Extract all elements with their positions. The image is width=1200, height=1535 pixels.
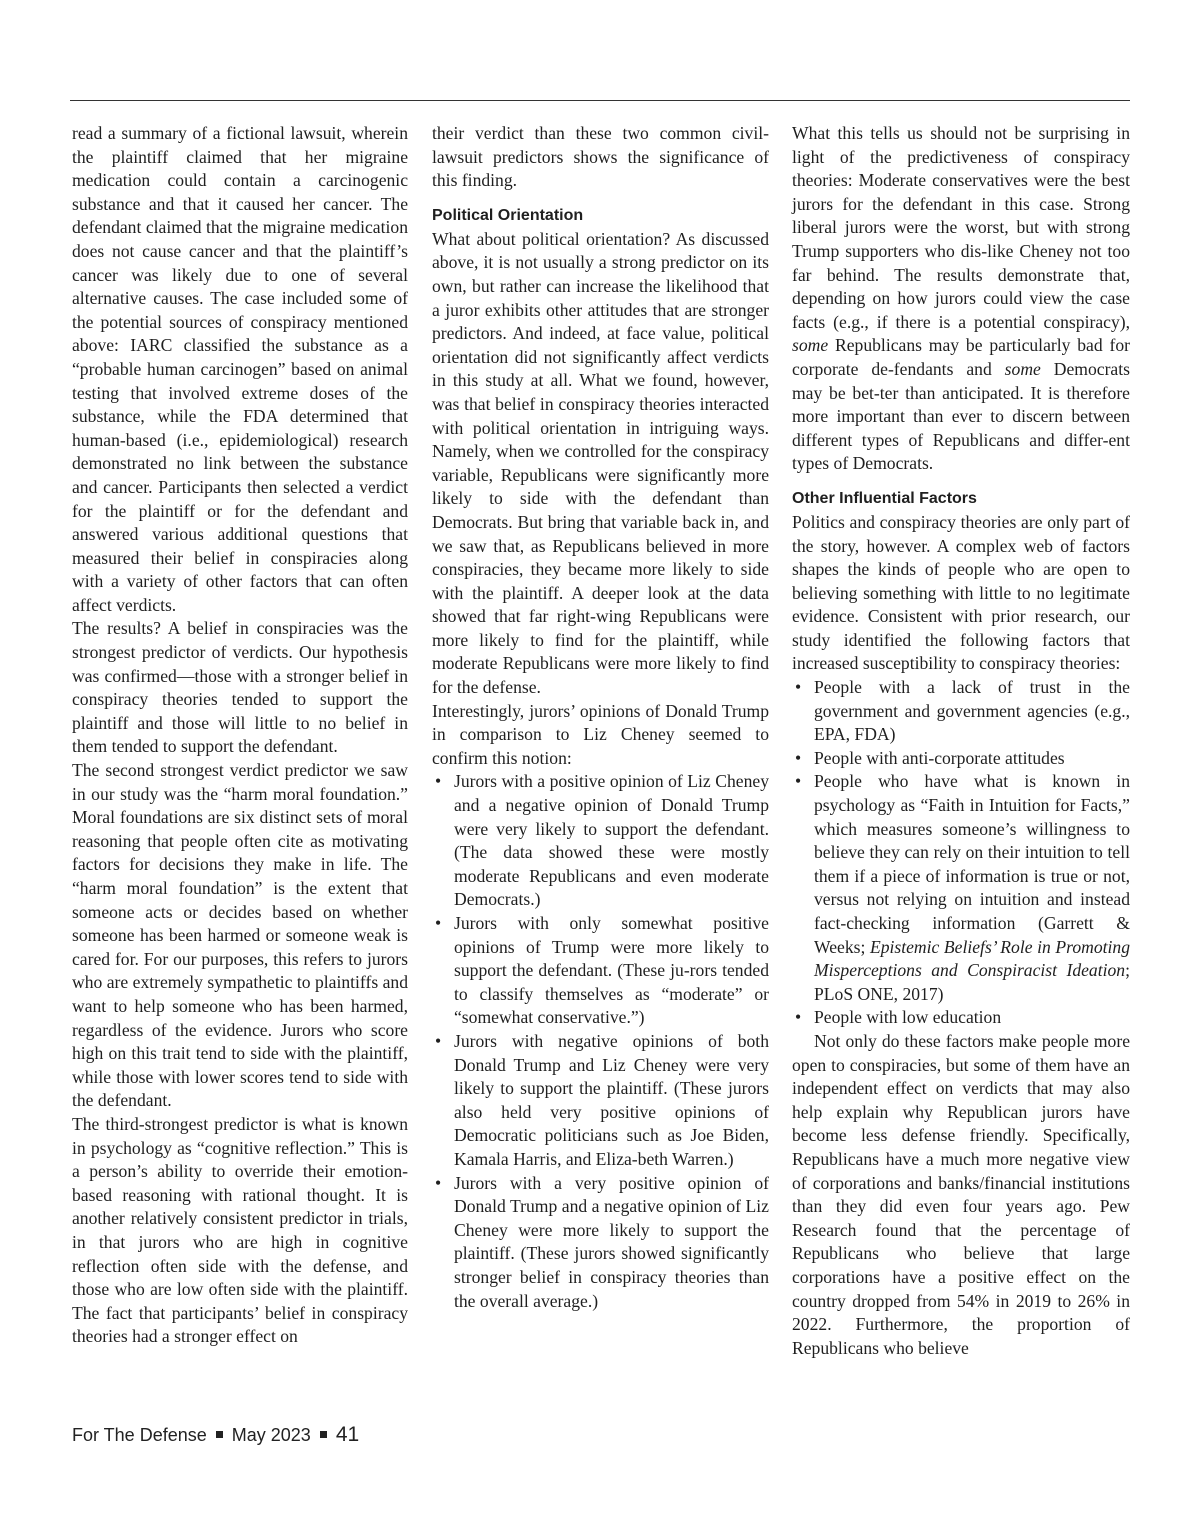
paragraph: read a summary of a fictional lawsuit, wherein the plaintiff claimed that her migraine medication could contain a carcinogenic substance and that it caused her cancer. The defendant claimed that the migraine medication does not cause cancer and that the plaintiff’s cancer was likely due to one of several alternative causes. The case included some of the potential sources of conspiracy mentioned above: IARC classified the substance as a “probable human carcinogen” based on animal testing that involved extreme doses of the substance, while the FDA determined that human-based (i.e., epidemiological) research demonstrated no link between the substance and cancer. Participants then selected a verdict for the plaintiff or for the defendant and answered various additional questions that measured their belief in conspiracies along with a variety of other factors that can often affect verdicts.	[72, 123, 408, 615]
citation-title: Epistemic Beliefs’ Role in Promoting Misperceptions and Conspiracist Ideation	[814, 936, 1130, 981]
juror-opinion-list	[432, 770, 769, 1313]
paragraph: The third-strongest predictor is what is known in psychology as “cognitive reflection.” This is a person’s ability to override their emotion-based reasoning with rational thought. It is another relatively consistent predictor in trials, in that jurors who are high in cognitive reflection often side with the defense, and those who are low often side with the plaintiff. The fact that participants’ belief in conspiracy theories had a stronger effect on	[72, 1113, 408, 1347]
page-footer	[72, 1423, 359, 1447]
paragraph	[792, 122, 1130, 476]
column-2	[432, 122, 769, 1313]
list-item: • People with anti-corporate attitudes	[792, 747, 1130, 771]
emphasis: some	[792, 335, 829, 356]
paragraph: their verdict than these two common civil-lawsuit predictors shows the significance of this finding.	[432, 123, 769, 191]
top-rule	[70, 100, 1130, 101]
list-item: • Jurors with a very positive opinion of Donald Trump and a negative opinion of Liz Cheney were more likely to support the plaintiff. (These jurors showed significantly stronger belief in conspiracy theories than the overall average.)	[432, 1172, 769, 1314]
paragraph: Politics and conspiracy theories are only part of the story, however. A complex web of factors shapes the kinds of people who are open to believing something with little to no legitimate evidence. Consistent with prior research, our study identified the following factors that increased susceptibility to conspiracy theories:	[792, 511, 1130, 674]
separator-square	[216, 1431, 223, 1438]
emphasis: some	[1004, 358, 1041, 379]
separator-square	[320, 1431, 327, 1438]
text-span: What this tells us should not be surprising in light of the predictiveness of conspiracy theories: Moderate conservatives were the best jurors for the defendant in this case. Strong liberal jurors were the worst, but with strong Trump supporters who dis-like Cheney not too far behind. The results demonstrate that, depending on how jurors could view the case facts (e.g., if there is a potential conspiracy),	[792, 123, 1130, 332]
publication-name: For The Defense	[72, 1425, 207, 1445]
paragraph: The second strongest verdict predictor we saw in our study was the “harm moral foundation.” Moral foundations are six distinct sets of moral reasoning that people often cite as motivating factors for decisions they make in life. The “harm moral foundation” is the extent that someone acts or decides based on whether someone has been harmed or someone weak is cared for. For our purposes, this refers to jurors who are extremely sympathetic to plaintiffs and want to help someone who has been harmed, regardless of the evidence. Jurors who score high on this trait tend to side with the plaintiff, while those with lower scores tend to side with the defendant.	[72, 760, 408, 1111]
text-span: People who have what is known in psychology as “Faith in Intuition for Facts,” which measures someone’s willingness to believe they can rely on their intuition to tell them if a piece of information is true or not, versus not relying on intuition and instead fact-checking information (Garrett & Weeks;	[814, 771, 1130, 957]
list-item: • People with low education	[792, 1006, 1130, 1030]
text-span: Republicans may be particularly bad for corporate de-fendants and	[792, 335, 1130, 379]
text-span: ; PLoS ONE, 2017)	[814, 960, 1130, 1004]
section-heading-political-orientation: Political Orientation	[432, 206, 584, 224]
paragraph: What about political orientation? As discussed above, it is not usually a strong predictor on its own, but rather can increase the likelihood that a juror exhibits other attitudes that are stronger predictors. And indeed, at face value, political orientation did not significantly affect verdicts in this study at all. What we found, however, was that belief in conspiracy theories interacted with political orientation in intriguing ways. Namely, when we controlled for the conspiracy variable, Republicans were significantly more likely to side with the defendant than Democrats. But bring that variable back in, and we saw that, as Republicans believed in more conspiracies, they became more likely to side with the plaintiff. A deeper look at the data showed that far right-wing Republicans were more likely to find for the plaintiff, while moderate Republicans were more likely to find for the defense.	[432, 228, 769, 698]
issue-date: May 2023	[231, 1425, 311, 1445]
column-3	[792, 122, 1130, 1360]
section-heading-other-influential-factors: Other Influential Factors	[792, 489, 977, 507]
factors-list	[792, 676, 1130, 1030]
list-item: • Jurors with only somewhat positive opinions of Trump were more likely to support the defendant. (These ju-rors tended to classify themselves as “moderate” or “somewhat conservative.”)	[432, 912, 769, 1030]
list-item	[792, 770, 1130, 1006]
list-item: • Jurors with negative opinions of both Donald Trump and Liz Cheney were very likely to support the plaintiff. (These jurors also held very positive opinions of Democratic politicians such as Joe Biden, Kamala Harris, and Eliza-beth Warren.)	[432, 1030, 769, 1172]
column-1	[72, 122, 408, 1349]
list-item: • People with a lack of trust in the government and government agencies (e.g., EPA, FDA)	[792, 676, 1130, 747]
paragraph: Not only do these factors make people more open to conspiracies, but some of them have an independent effect on verdicts that may also help explain why Republican jurors have become less defense friendly. Specifically, Republicans have a much more negative view of corporations and banks/financial institutions than they did even four years ago. Pew Research found that the percentage of Republicans who believe that large corporations have a positive effect on the country dropped from 54% in 2019 to 26% in 2022. Furthermore, the proportion of Republicans who believe	[792, 1030, 1130, 1358]
paragraph: The results? A belief in conspiracies was the strongest predictor of verdicts. Our hypothesis was confirmed—those with a stronger belief in conspiracy theories tended to support the plaintiff and those will little to no belief in them tended to support the defendant.	[72, 618, 408, 757]
text-span: Democrats may be bet-ter than anticipated. It is therefore more important than ever to discern between different types of Republicans and differ-ent types of Democrats.	[792, 358, 1130, 474]
page-number: 41	[335, 1423, 360, 1446]
paragraph: Interestingly, jurors’ opinions of Donald Trump in comparison to Liz Cheney seemed to confirm this notion:	[432, 700, 769, 768]
list-item: • Jurors with a positive opinion of Liz Cheney and a negative opinion of Donald Trump were very likely to support the defendant. (The data showed these were mostly moderate Republicans and even moderate Democrats.)	[432, 770, 769, 912]
